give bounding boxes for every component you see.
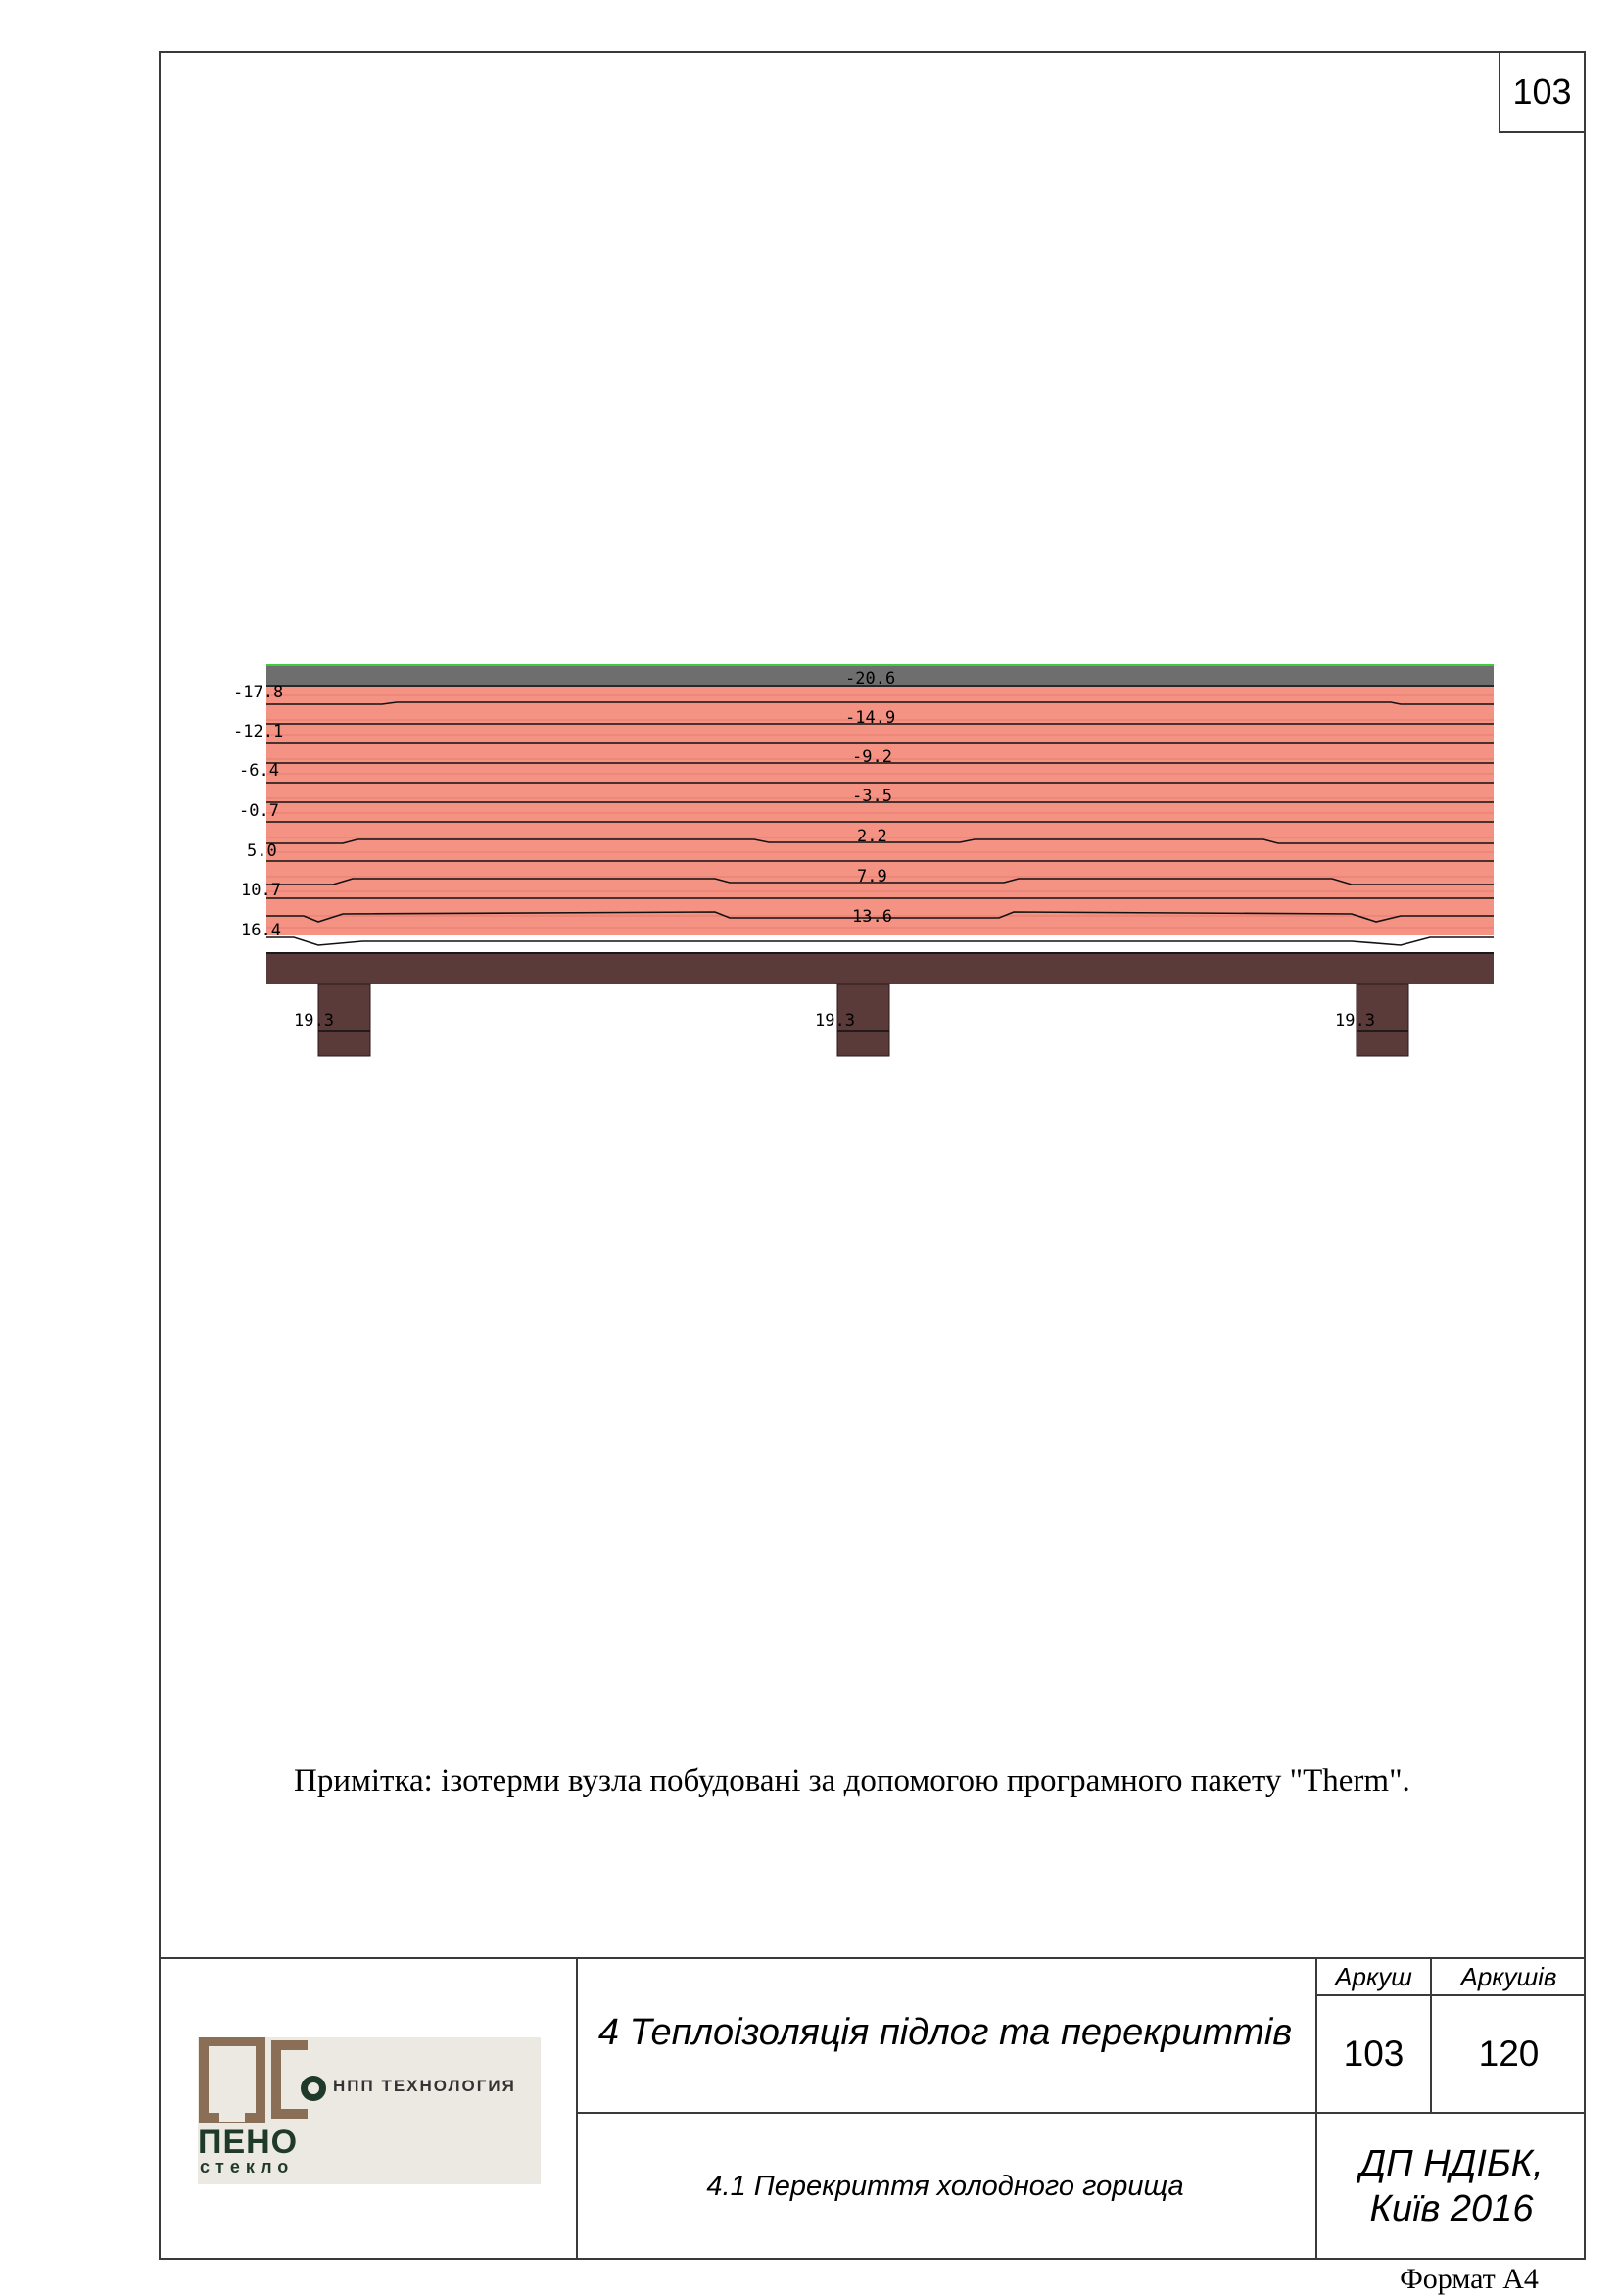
format-label: Формат А4 <box>1400 2263 1539 2295</box>
top-temperature-label: -20.6 <box>845 669 896 689</box>
sheets-label: Аркушів <box>1460 1961 1557 1991</box>
center-label: -3.5 <box>852 787 892 806</box>
page-frame <box>159 51 1586 2260</box>
left-label: -0.7 <box>239 801 279 821</box>
beam-label: 19.3 <box>1335 1011 1375 1030</box>
company-logo <box>198 2037 541 2184</box>
isotherm-line <box>266 937 1494 945</box>
left-label: -12.1 <box>233 722 284 741</box>
logo-letter-c <box>276 2045 308 2114</box>
center-label: 7.9 <box>857 867 887 886</box>
center-label: -14.9 <box>845 708 896 728</box>
isotherm-diagram <box>225 622 1528 1102</box>
organization <box>1317 2114 1586 2259</box>
isotherm-figure <box>225 622 1528 1102</box>
sheets-total: 120 <box>1478 2033 1540 2074</box>
left-label: -6.4 <box>239 761 279 781</box>
left-label: 10.7 <box>241 881 281 900</box>
page-number: 103 <box>1499 51 1586 133</box>
logo-letter-p <box>204 2041 261 2118</box>
document-subtitle: 4.1 Перекриття холодного горища <box>706 2170 1184 2202</box>
logo-word-steklo: стекло <box>200 2157 295 2176</box>
left-label: 16.4 <box>241 921 281 940</box>
organization-city-year: Київ 2016 <box>1369 2188 1534 2229</box>
left-label: -17.8 <box>233 683 284 702</box>
sheet-label: Аркуш <box>1335 1961 1412 1991</box>
beam-label: 19.3 <box>815 1011 855 1030</box>
center-label: 13.6 <box>852 907 892 927</box>
note-text: Примітка: ізотерми вузла побудовані за допомогою програмного пакету "Therm". <box>294 1763 1410 1798</box>
sheet-number: 103 <box>1343 2033 1405 2074</box>
center-label: -9.2 <box>852 747 892 767</box>
logo-dot-inner <box>308 2082 319 2094</box>
beam-label: 19.3 <box>294 1011 334 1030</box>
left-label: 5.0 <box>247 841 277 861</box>
slab-layer <box>266 953 1494 984</box>
document-title: 4 Теплоізоляція підлог та перекриттів <box>597 2011 1293 2053</box>
logo-letter-p-gap <box>219 2112 245 2122</box>
center-label: 2.2 <box>857 827 887 846</box>
logo-word-peno: ПЕНО <box>198 2124 299 2161</box>
organization-name: ДП НДІБК, <box>1359 2143 1544 2184</box>
logo-company-name: НПП ТЕХНОЛОГИЯ <box>333 2077 516 2095</box>
